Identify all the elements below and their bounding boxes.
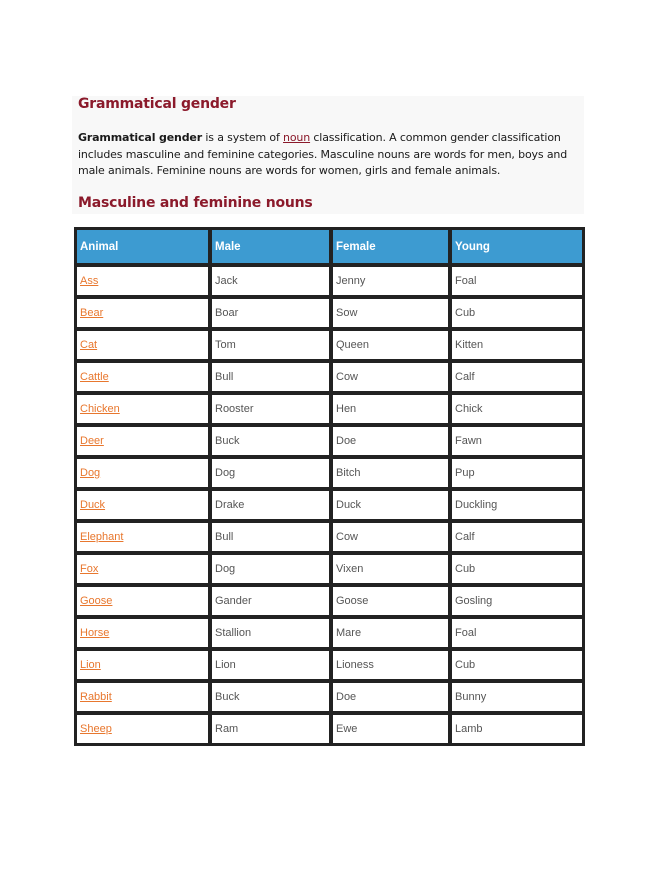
cell-young: Lamb bbox=[450, 713, 584, 745]
animal-link[interactable]: Chicken bbox=[80, 403, 120, 415]
cell-young: Pup bbox=[450, 457, 584, 489]
cell-young: Cub bbox=[450, 553, 584, 585]
intro-paragraph bbox=[78, 130, 582, 180]
cell-female: Lioness bbox=[331, 649, 450, 681]
animal-link[interactable]: Horse bbox=[80, 627, 110, 639]
table-row bbox=[75, 585, 584, 617]
animal-link[interactable]: Goose bbox=[80, 595, 113, 607]
intro-text-after-link: classification. A common gender classification includes masculine and feminine categories. Masculine nouns are words for men, boys and male animals. Feminine nouns are words for women, girls and female animals. bbox=[78, 131, 568, 177]
table-row bbox=[75, 425, 584, 457]
animal-gender-table bbox=[74, 227, 585, 746]
cell-young: Chick bbox=[450, 393, 584, 425]
cell-female: Jenny bbox=[331, 265, 450, 297]
table-row bbox=[75, 489, 584, 521]
cell-female: Ewe bbox=[331, 713, 450, 745]
table-row bbox=[75, 329, 584, 361]
animal-link[interactable]: Fox bbox=[80, 563, 99, 575]
cell-male: Bull bbox=[210, 521, 331, 553]
cell-animal bbox=[75, 713, 210, 745]
cell-male: Tom bbox=[210, 329, 331, 361]
cell-young: Kitten bbox=[450, 329, 584, 361]
cell-young: Calf bbox=[450, 521, 584, 553]
cell-animal bbox=[75, 617, 210, 649]
cell-young: Gosling bbox=[450, 585, 584, 617]
cell-animal bbox=[75, 265, 210, 297]
header-young: Young bbox=[450, 228, 584, 265]
cell-male: Jack bbox=[210, 265, 331, 297]
cell-male: Boar bbox=[210, 297, 331, 329]
cell-male: Lion bbox=[210, 649, 331, 681]
animal-link[interactable]: Ass bbox=[80, 275, 99, 287]
table-row bbox=[75, 553, 584, 585]
cell-young: Cub bbox=[450, 649, 584, 681]
cell-animal bbox=[75, 457, 210, 489]
cell-male: Stallion bbox=[210, 617, 331, 649]
animal-link[interactable]: Lion bbox=[80, 659, 101, 671]
cell-male: Rooster bbox=[210, 393, 331, 425]
cell-male: Bull bbox=[210, 361, 331, 393]
header-animal: Animal bbox=[75, 228, 210, 265]
cell-female: Goose bbox=[331, 585, 450, 617]
animal-link[interactable]: Sheep bbox=[80, 723, 112, 735]
page-title: Grammatical gender bbox=[78, 96, 236, 112]
cell-male: Buck bbox=[210, 425, 331, 457]
cell-female: Cow bbox=[331, 361, 450, 393]
cell-male: Dog bbox=[210, 553, 331, 585]
animal-link[interactable]: Cattle bbox=[80, 371, 109, 383]
cell-male: Buck bbox=[210, 681, 331, 713]
cell-young: Cub bbox=[450, 297, 584, 329]
animal-link[interactable]: Duck bbox=[80, 499, 106, 511]
table-header bbox=[75, 228, 584, 265]
intro-term: Grammatical gender bbox=[78, 131, 203, 144]
table-row bbox=[75, 265, 584, 297]
animal-link[interactable]: Bear bbox=[80, 307, 104, 319]
cell-animal bbox=[75, 393, 210, 425]
cell-animal bbox=[75, 361, 210, 393]
cell-female: Sow bbox=[331, 297, 450, 329]
table-row bbox=[75, 457, 584, 489]
cell-animal bbox=[75, 297, 210, 329]
cell-animal bbox=[75, 553, 210, 585]
cell-young: Foal bbox=[450, 265, 584, 297]
cell-animal bbox=[75, 585, 210, 617]
section-title: Masculine and feminine nouns bbox=[78, 195, 313, 211]
cell-young: Foal bbox=[450, 617, 584, 649]
animal-link[interactable]: Rabbit bbox=[80, 691, 112, 703]
cell-animal bbox=[75, 681, 210, 713]
cell-female: Doe bbox=[331, 681, 450, 713]
cell-female: Doe bbox=[331, 425, 450, 457]
cell-female: Cow bbox=[331, 521, 450, 553]
cell-male: Drake bbox=[210, 489, 331, 521]
cell-male: Gander bbox=[210, 585, 331, 617]
cell-female: Duck bbox=[331, 489, 450, 521]
article-intro bbox=[72, 96, 584, 214]
animal-link[interactable]: Cat bbox=[80, 339, 98, 351]
noun-link[interactable]: noun bbox=[283, 131, 311, 144]
table-row bbox=[75, 649, 584, 681]
animal-link[interactable]: Deer bbox=[80, 435, 104, 447]
cell-female: Queen bbox=[331, 329, 450, 361]
cell-young: Bunny bbox=[450, 681, 584, 713]
table-body bbox=[75, 265, 584, 745]
cell-animal bbox=[75, 329, 210, 361]
cell-animal bbox=[75, 521, 210, 553]
cell-young: Fawn bbox=[450, 425, 584, 457]
table-row bbox=[75, 297, 584, 329]
cell-female: Vixen bbox=[331, 553, 450, 585]
animal-link[interactable]: Dog bbox=[80, 467, 101, 479]
table-row bbox=[75, 681, 584, 713]
cell-female: Bitch bbox=[331, 457, 450, 489]
table-row bbox=[75, 521, 584, 553]
header-male: Male bbox=[210, 228, 331, 265]
cell-animal bbox=[75, 425, 210, 457]
cell-female: Mare bbox=[331, 617, 450, 649]
cell-male: Dog bbox=[210, 457, 331, 489]
cell-animal bbox=[75, 649, 210, 681]
animal-link[interactable]: Elephant bbox=[80, 531, 124, 543]
cell-young: Duckling bbox=[450, 489, 584, 521]
cell-animal bbox=[75, 489, 210, 521]
table-header-row bbox=[75, 228, 584, 265]
table-row bbox=[75, 361, 584, 393]
intro-text-before-link: is a system of bbox=[202, 131, 284, 144]
cell-female: Hen bbox=[331, 393, 450, 425]
table-row bbox=[75, 617, 584, 649]
table-row bbox=[75, 393, 584, 425]
header-female: Female bbox=[331, 228, 450, 265]
table-row bbox=[75, 713, 584, 745]
cell-young: Calf bbox=[450, 361, 584, 393]
cell-male: Ram bbox=[210, 713, 331, 745]
